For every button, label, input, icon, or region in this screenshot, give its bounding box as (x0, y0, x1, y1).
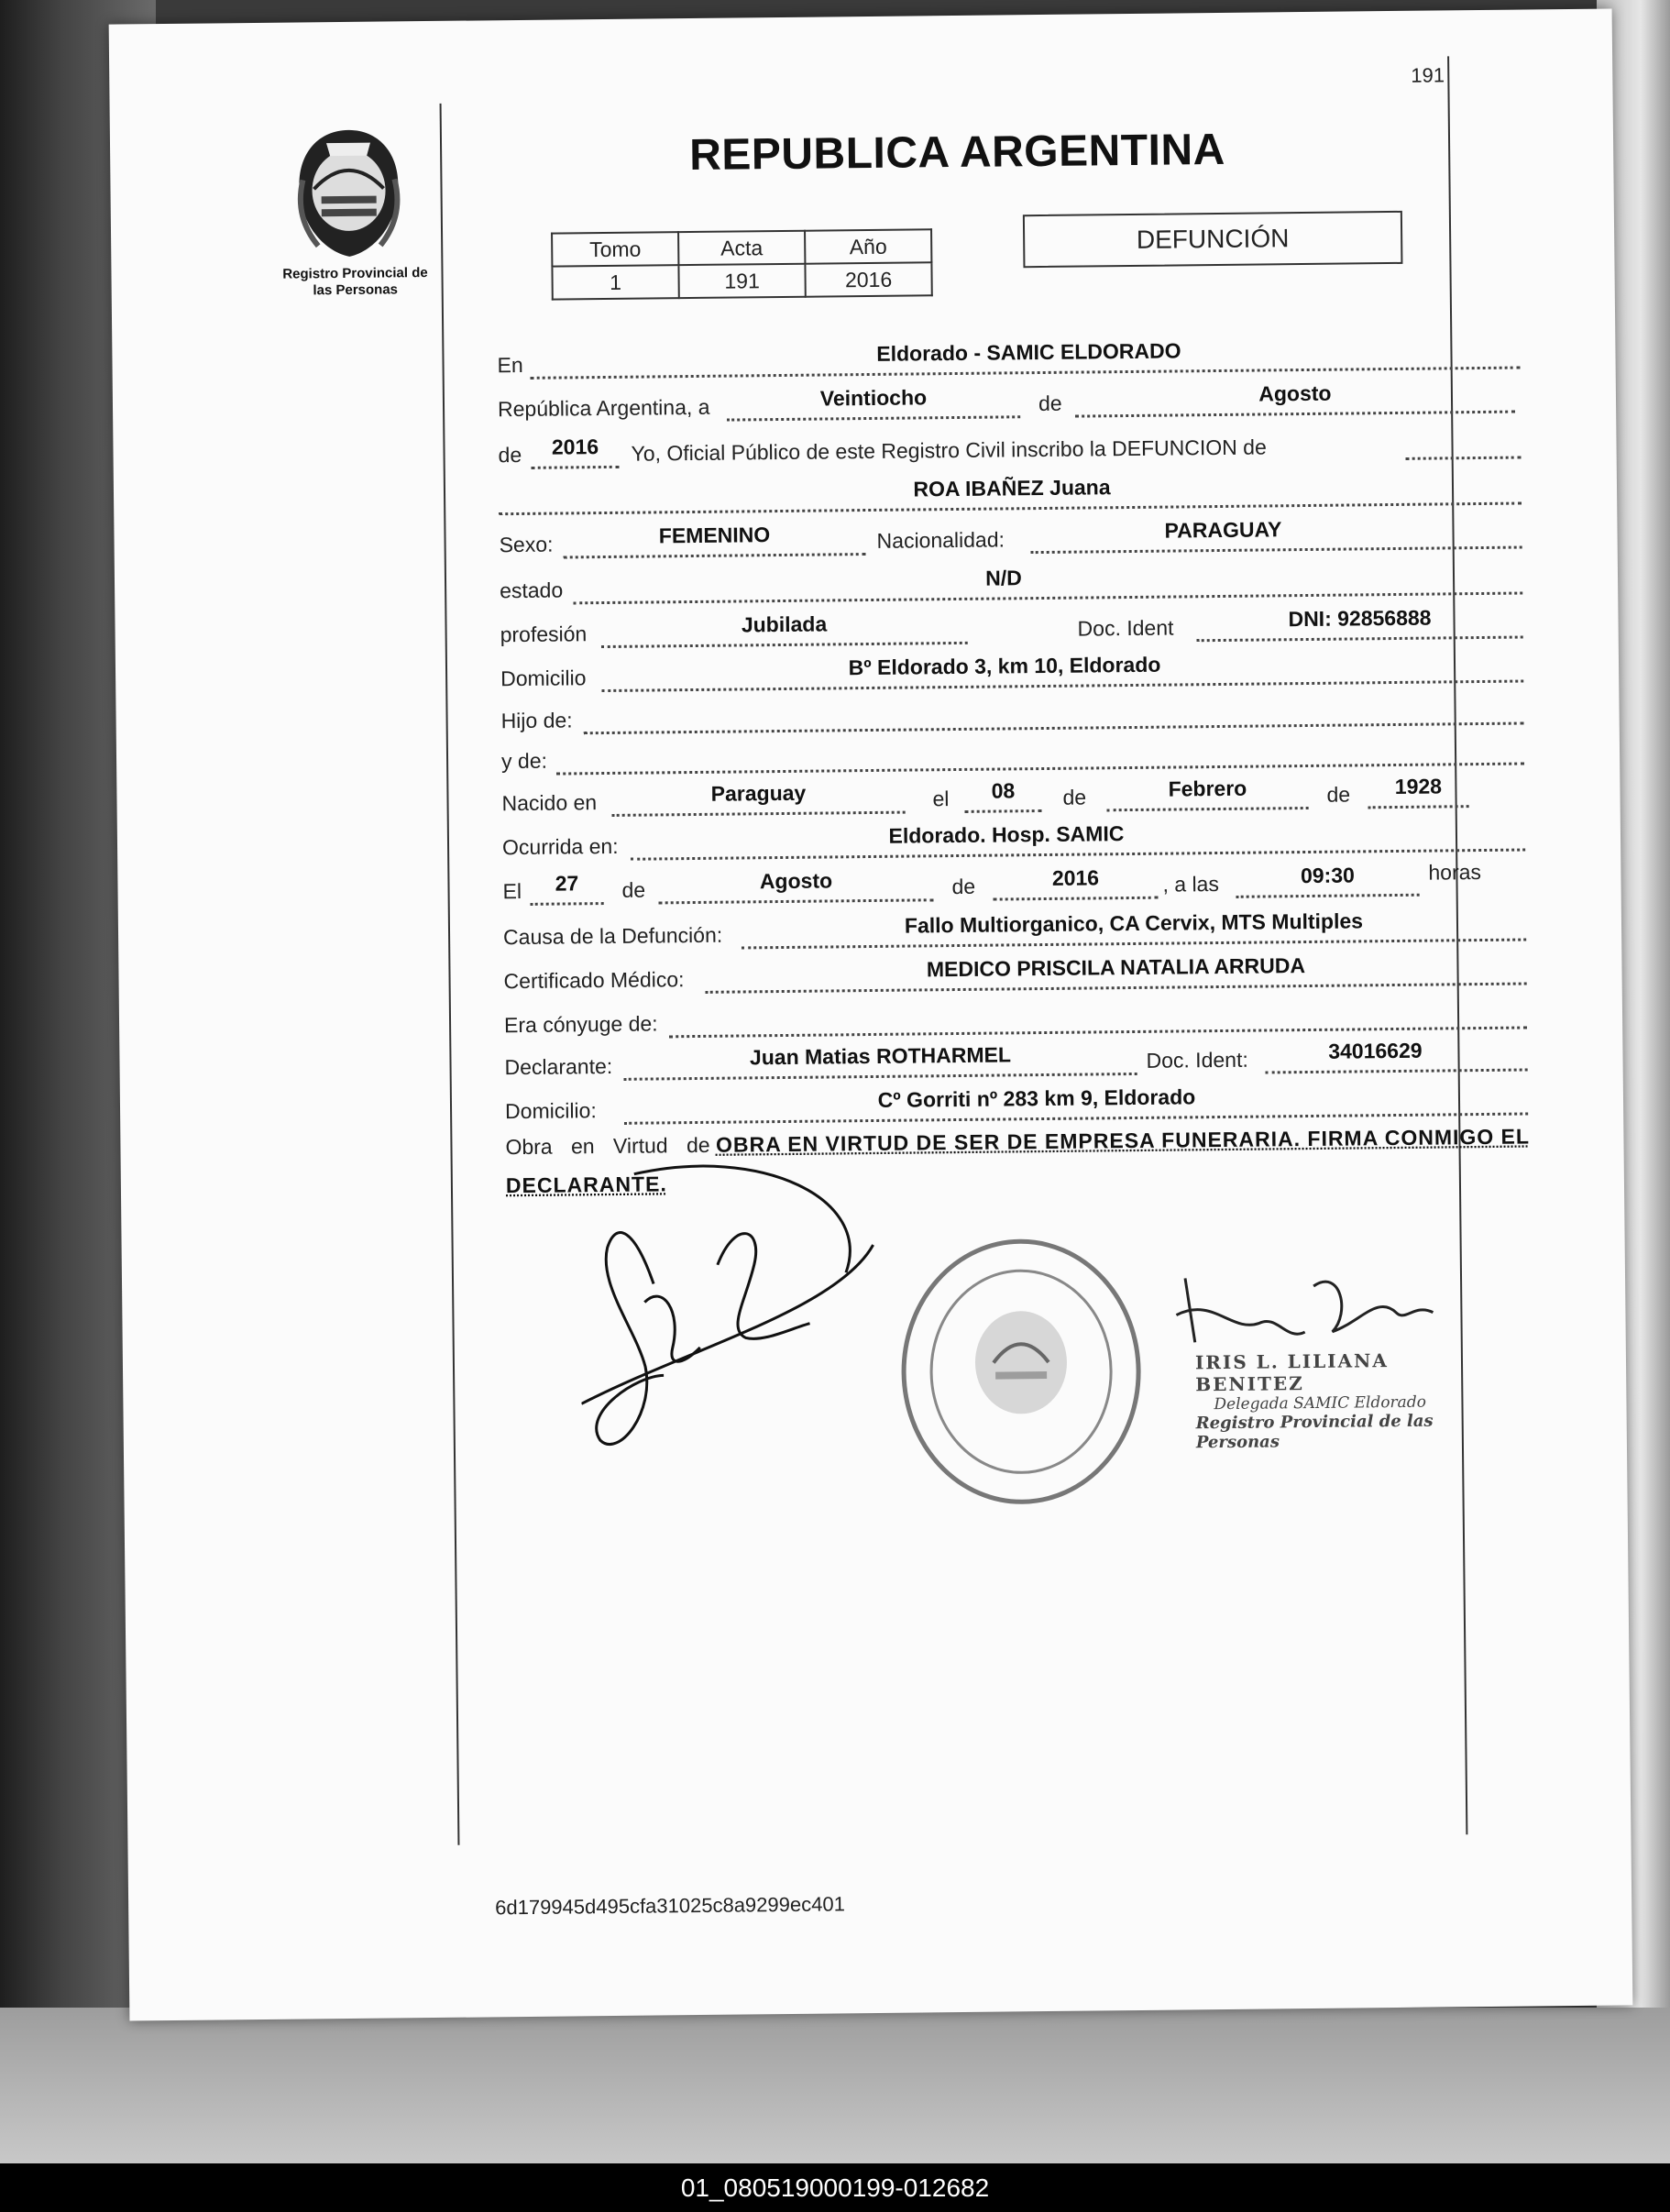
mes-dotted-line (1075, 411, 1515, 418)
logo-caption-line-2: las Personas (313, 281, 399, 299)
ocurrida-value: Eldorado. Hosp. SAMIC (888, 821, 1125, 848)
register-header-acta: Acta (678, 231, 805, 265)
nacido-anio-value: 1928 (1394, 774, 1443, 798)
domicilio-declarante-value: Cº Gorriti nº 283 km 9, Eldorado (877, 1084, 1196, 1112)
certificado-dotted-line (706, 983, 1527, 994)
document-page (109, 8, 1633, 2020)
obra-value: OBRA EN VIRTUD DE SER DE EMPRESA FUNERARIA. FIRMA CONMIGO EL DECLARANTE. (505, 1124, 1531, 1198)
a-las-label: , a las (1162, 872, 1220, 897)
oficial-dotted-line (1406, 457, 1522, 460)
nacido-mes-dotted-line (1107, 807, 1309, 811)
official-seal-icon (892, 1233, 1151, 1511)
register-header-anio: Año (805, 229, 931, 263)
row-ocurrida (502, 814, 1529, 862)
row-certificado (503, 948, 1530, 996)
logo-caption-line-1: Registro Provincial de (282, 265, 428, 282)
declarante-signature (579, 1162, 895, 1496)
sexo-dotted-line (564, 553, 866, 558)
register-table (551, 228, 933, 300)
causa-dotted-line (742, 939, 1526, 950)
register-table-header-row (552, 229, 931, 266)
def-dia-dotted-line (531, 902, 604, 906)
mes-value: Agosto (1258, 380, 1332, 406)
sexo-value: FEMENINO (658, 523, 771, 548)
document-hash: 6d179945d495cfa31025c8a9299ec401 (495, 1892, 845, 1920)
official-role: Delegada SAMIC Eldorado (1214, 1392, 1427, 1414)
nacido-anio-dotted-line (1368, 805, 1469, 809)
de-label: de (1038, 391, 1062, 416)
row-hijo-de (500, 688, 1527, 735)
row-conyuge (504, 992, 1531, 1040)
row-nacido (501, 770, 1528, 818)
nacido-label: Nacido en (501, 790, 598, 816)
declarante-doc-value: 34016629 (1328, 1038, 1423, 1063)
left-margin-line (440, 104, 460, 1845)
def-anio-dotted-line (994, 897, 1159, 901)
doc-ident-dotted-line (1197, 636, 1523, 643)
row-republica (498, 376, 1524, 424)
y-de-label: y de: (500, 748, 548, 774)
anio-value: 2016 (551, 435, 599, 459)
de-label-2: de (498, 442, 522, 468)
register-value-acta: 191 (678, 264, 805, 298)
ocurrida-dotted-line (631, 849, 1525, 861)
row-estado (500, 557, 1526, 605)
row-sexo (499, 512, 1525, 559)
record-type-box: DEFUNCIÓN (1023, 211, 1403, 268)
row-domicilio (500, 645, 1527, 693)
de-label-d: de (951, 874, 976, 899)
de-label-b: de (1326, 782, 1351, 807)
profesion-value: Jubilada (741, 611, 828, 637)
ocurrida-label: Ocurrida en: (501, 833, 619, 860)
certificado-value: MEDICO PRISCILA NATALIA ARRUDA (926, 953, 1306, 982)
row-fecha-defuncion (502, 858, 1529, 906)
nacionalidad-dotted-line (1031, 546, 1522, 555)
row-anio-oficial (498, 422, 1524, 469)
register-value-anio: 2016 (805, 262, 931, 296)
right-margin-line (1447, 56, 1467, 1834)
anio-dotted-line (532, 466, 620, 469)
doc-ident-value: DNI: 92856888 (1288, 605, 1432, 632)
dia-value: Veintiocho (819, 385, 928, 411)
profesion-label: profesión (500, 622, 588, 647)
def-dia-value: 27 (555, 871, 579, 896)
estado-label: estado (499, 578, 564, 603)
nacido-mes-value: Febrero (1168, 776, 1247, 801)
causa-label: Causa de la Defunción: (502, 922, 723, 950)
sexo-label: Sexo: (499, 532, 554, 557)
register-table-value-row (552, 262, 931, 299)
republica-label: República Argentina, a (497, 394, 710, 422)
domicilio-value: Bº Eldorado 3, km 10, Eldorado (848, 652, 1161, 680)
certificado-label: Certificado Médico: (503, 967, 685, 994)
def-hora-dotted-line (1236, 894, 1420, 898)
doc-ident-label: Doc. Ident (1077, 615, 1174, 641)
register-header-tomo: Tomo (552, 232, 678, 266)
official-office: Registro Provincial de las Personas (1195, 1411, 1434, 1453)
declarante-label: Declarante: (504, 1053, 613, 1080)
nacido-dia-dotted-line (965, 809, 1042, 813)
causa-value: Fallo Multiorganico, CA Cervix, MTS Multiples (904, 908, 1364, 938)
el-label-2: El (502, 878, 522, 904)
declarante-value: Juan Matias ROTHARMEL (749, 1042, 1012, 1070)
def-anio-value: 2016 (1051, 865, 1100, 890)
row-profesion (500, 601, 1526, 649)
row-en (497, 333, 1523, 380)
hijo-de-label: Hijo de: (500, 708, 573, 733)
de-label-a: de (1062, 785, 1087, 809)
register-value-tomo: 1 (552, 265, 678, 299)
official-name: IRIS L. LILIANA BENITEZ (1194, 1349, 1389, 1396)
nombre-value: ROA IBAÑEZ Juana (913, 475, 1111, 501)
nacido-lugar-dotted-line (612, 811, 906, 817)
official-signature-stamp (1195, 1348, 1489, 1452)
row-causa (503, 904, 1530, 952)
en-value: Eldorado - SAMIC ELDORADO (876, 338, 1181, 366)
profesion-dotted-line (601, 642, 968, 648)
el-label: el (932, 787, 950, 811)
conyuge-label: Era cónyuge de: (503, 1011, 658, 1038)
background-bottom (0, 2008, 1670, 2168)
def-mes-value: Agosto (759, 868, 833, 894)
province-coat-of-arms-icon (290, 124, 409, 281)
nacionalidad-label: Nacionalidad: (876, 527, 1005, 553)
nacido-dia-value: 08 (991, 778, 1016, 803)
row-declarante (504, 1034, 1531, 1082)
def-hora-value: 09:30 (1300, 863, 1355, 888)
doc-ident-label-2: Doc. Ident: (1146, 1047, 1248, 1073)
oficial-text: Yo, Oficial Público de este Registro Civil inscribo la DEFUNCION de (631, 435, 1267, 466)
logo-caption (267, 265, 443, 300)
obra-label: Obra en Virtud de (505, 1132, 710, 1160)
domicilio-label-2: Domicilio: (504, 1098, 597, 1124)
en-label: En (497, 352, 523, 378)
nacionalidad-value: PARAGUAY (1164, 517, 1282, 543)
domicilio-label: Domicilio (500, 666, 587, 691)
row-nombre (499, 468, 1525, 515)
page-number: 191 (1411, 63, 1445, 87)
nacido-lugar-value: Paraguay (710, 780, 807, 806)
dia-dotted-line (727, 415, 1020, 421)
declarante-doc-dotted-line (1266, 1068, 1528, 1073)
footer-id-bar: 01_080519000199-012682 (0, 2163, 1670, 2212)
row-y-de (501, 728, 1528, 776)
declarante-dotted-line (624, 1073, 1137, 1081)
document-title: REPUBLICA ARGENTINA (688, 125, 1226, 181)
horas-label: horas (1428, 860, 1482, 885)
estado-value: N/D (985, 566, 1022, 590)
de-label-c: de (621, 877, 646, 902)
def-mes-dotted-line (659, 898, 934, 904)
